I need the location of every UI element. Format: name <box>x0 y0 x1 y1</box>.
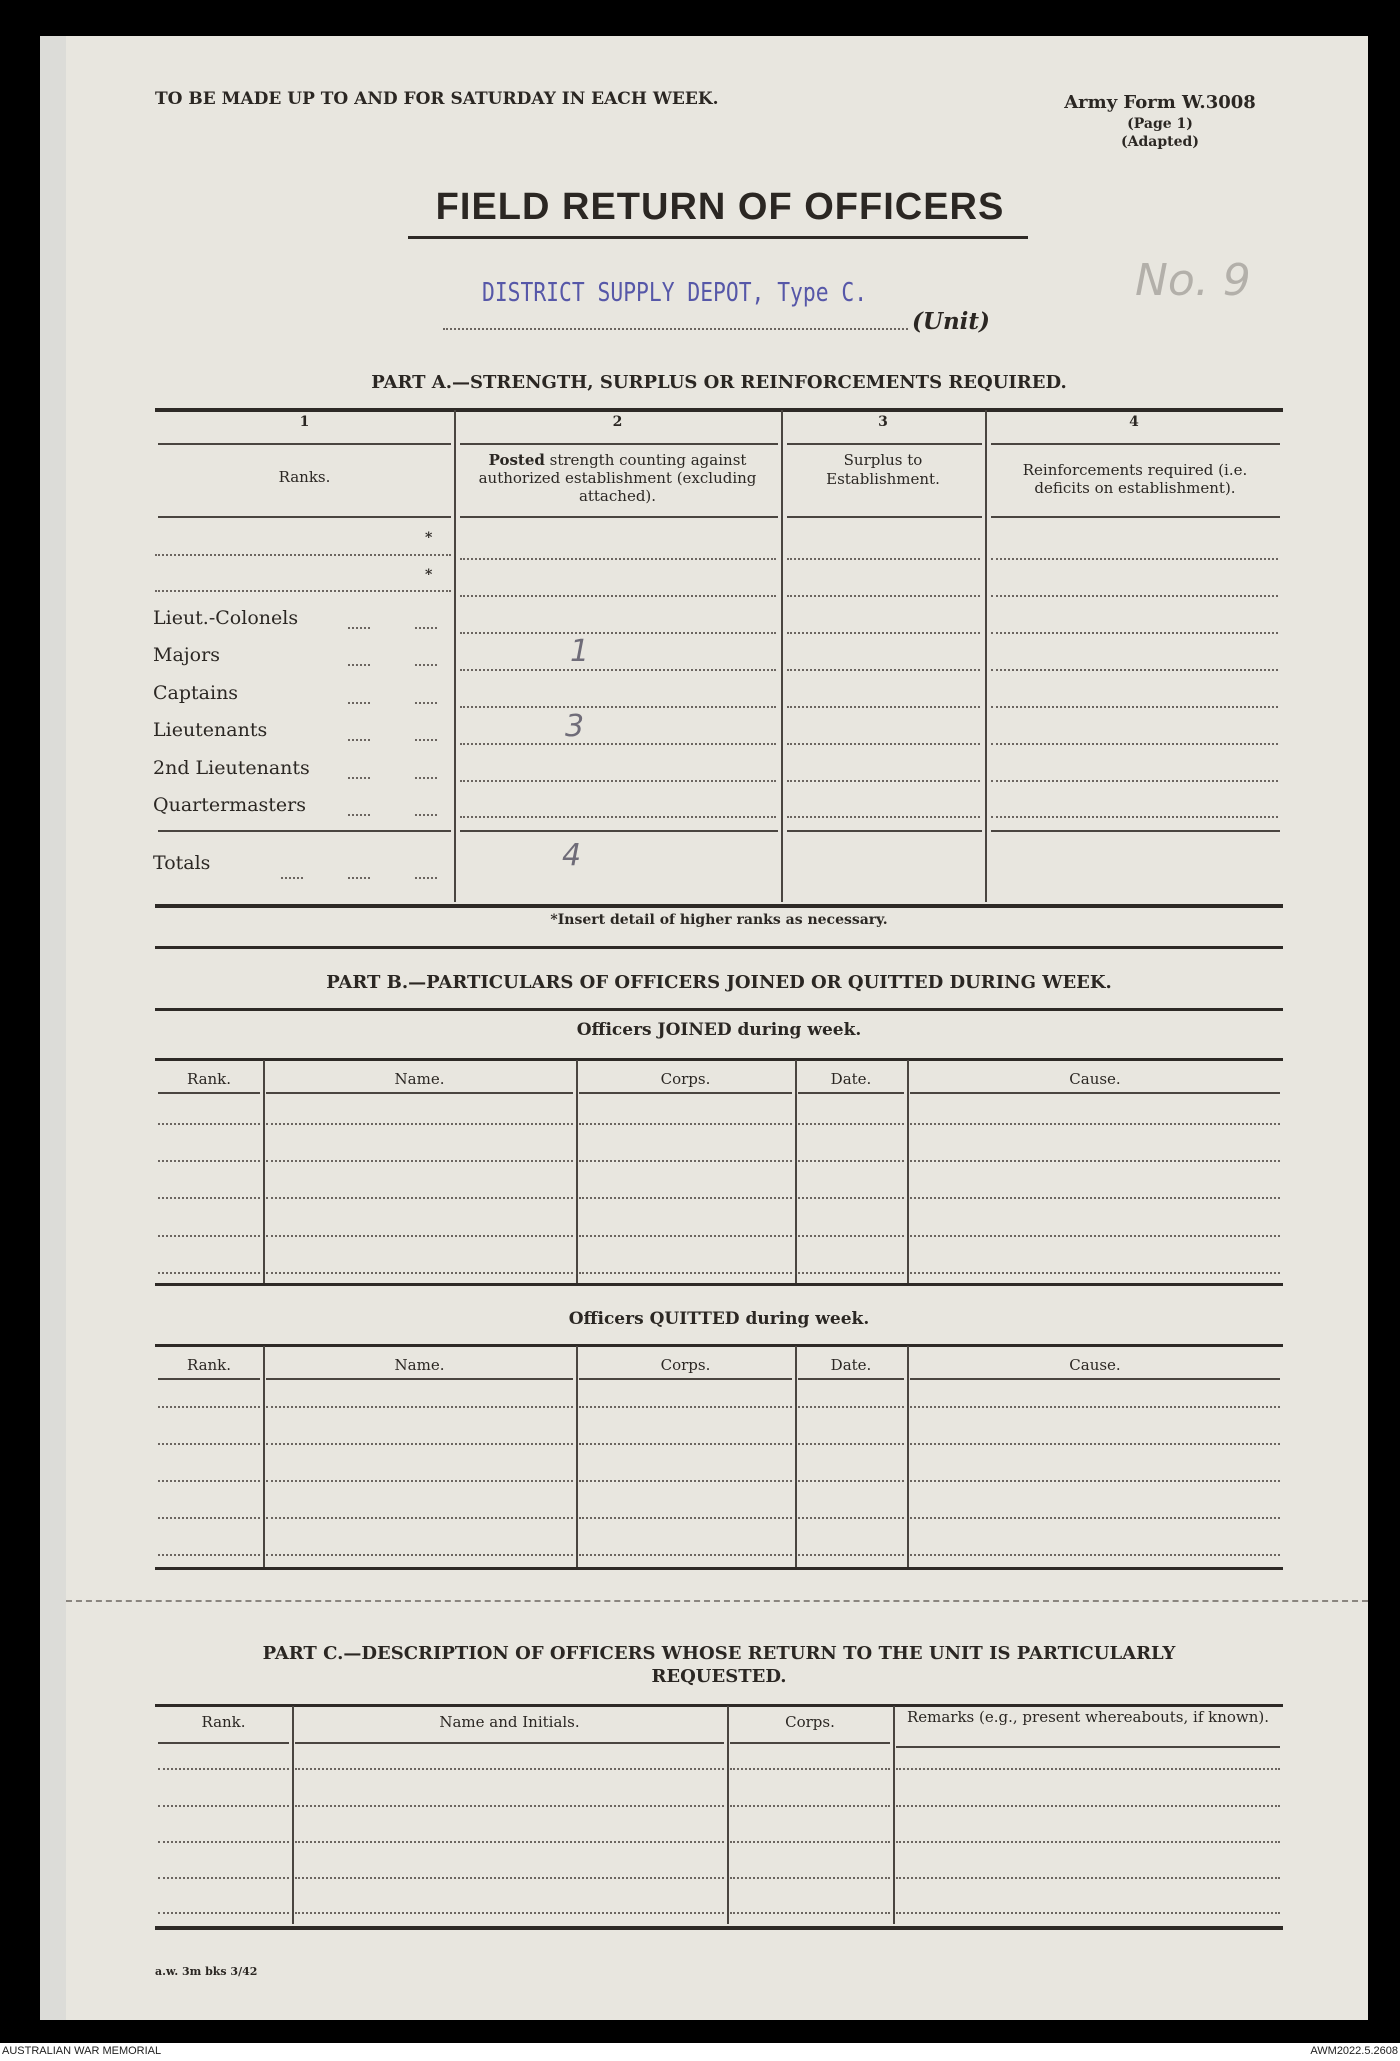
star-marker: * <box>425 567 433 583</box>
entry-field-line[interactable] <box>460 780 776 782</box>
column-divider <box>893 1706 895 1924</box>
title-underline <box>408 236 1028 239</box>
part-a-bottom-rule <box>155 904 1283 908</box>
entry-field-line[interactable] <box>991 780 1278 782</box>
entry-field-line[interactable] <box>798 1197 904 1199</box>
header-rule <box>991 443 1280 445</box>
entry-field-line[interactable] <box>295 1912 724 1914</box>
column-header-corps: Corps. <box>785 1713 835 1731</box>
entry-field-line[interactable] <box>798 1443 904 1445</box>
column-divider <box>576 1060 578 1283</box>
header-rule <box>798 1378 904 1380</box>
col-number-3: 3 <box>878 414 888 430</box>
entry-field-line[interactable] <box>798 1480 904 1482</box>
header-rule <box>158 1092 260 1094</box>
header-rule <box>910 1092 1280 1094</box>
entry-field-line[interactable] <box>579 1160 792 1162</box>
col-head-posted <box>464 451 771 505</box>
entry-field-line[interactable] <box>158 1841 289 1843</box>
entry-field-line[interactable] <box>910 1517 1280 1519</box>
entry-field-line[interactable] <box>266 1235 573 1237</box>
quitted-title: Officers QUITTED during week. <box>568 1309 870 1329</box>
column-divider <box>263 1060 265 1283</box>
totals-rule <box>460 830 778 832</box>
column-header-date: Date. <box>830 1356 872 1374</box>
entry-field-line[interactable] <box>460 632 776 634</box>
totals-rule <box>158 830 451 832</box>
entry-field-line[interactable] <box>266 1443 573 1445</box>
entry-field-line[interactable] <box>787 632 980 634</box>
leader-dots <box>415 664 437 666</box>
col-head-surplus: Surplus to Establishment. <box>826 451 940 488</box>
entry-field-line[interactable] <box>910 1406 1280 1408</box>
entry-field-line[interactable] <box>896 1912 1280 1914</box>
column-header-rank: Rank. <box>201 1713 246 1731</box>
column-divider <box>907 1060 909 1283</box>
entry-field-line[interactable] <box>579 1197 792 1199</box>
rank-label: Quartermasters <box>153 794 306 816</box>
entry-field-line[interactable] <box>910 1480 1280 1482</box>
col-number-4: 4 <box>1129 414 1139 430</box>
entry-field-line[interactable] <box>730 1877 890 1879</box>
entry-field-line[interactable] <box>991 743 1278 745</box>
entry-field-line[interactable] <box>158 1235 260 1237</box>
footer-right: AWM2022.5.2608 <box>1310 2045 1398 2057</box>
column-header-name: Name. <box>394 1356 445 1374</box>
entry-field-line[interactable] <box>896 1841 1280 1843</box>
entry-field-line[interactable] <box>991 595 1278 597</box>
header-rule <box>158 1742 289 1744</box>
leader-dots <box>348 739 370 741</box>
header-rule <box>798 1092 904 1094</box>
entry-field-line[interactable] <box>787 669 980 671</box>
column-header-rank: Rank. <box>186 1070 232 1088</box>
entry-field-line[interactable] <box>158 1480 260 1482</box>
header-rule <box>295 1742 724 1744</box>
part-c-heading-line1: PART C.—DESCRIPTION OF OFFICERS WHOSE RETURN TO THE UNIT IS PARTICULARLY <box>262 1643 1176 1664</box>
entry-field-line[interactable] <box>158 1443 260 1445</box>
entry-field-line[interactable] <box>991 706 1278 708</box>
part-b-heading: PART B.—PARTICULARS OF OFFICERS JOINED OR QUITTED DURING WEEK. <box>326 972 1112 993</box>
column-header-rank: Rank. <box>186 1356 232 1374</box>
entry-field-line[interactable] <box>266 1480 573 1482</box>
entry-field-line[interactable] <box>991 558 1278 560</box>
col-head-reinforcements: Reinforcements required (i.e. deficits on establishment). <box>1022 461 1248 497</box>
extra-rank-field[interactable] <box>155 554 451 556</box>
entry-field-line[interactable] <box>460 706 776 708</box>
entry-field-line[interactable] <box>266 1517 573 1519</box>
entry-field-line[interactable] <box>798 1272 904 1274</box>
entry-field-line[interactable] <box>991 816 1278 818</box>
column-divider <box>727 1706 729 1924</box>
entry-field-line[interactable] <box>266 1123 573 1125</box>
column-divider <box>795 1060 797 1283</box>
entry-field-line[interactable] <box>158 1197 260 1199</box>
entry-field-line[interactable] <box>295 1805 724 1807</box>
column-header-cause: Cause. <box>1069 1070 1121 1088</box>
entry-field-line[interactable] <box>910 1235 1280 1237</box>
entry-field-line[interactable] <box>896 1877 1280 1879</box>
entry-field-line[interactable] <box>158 1406 260 1408</box>
header-rule <box>787 516 982 518</box>
header-rule <box>158 443 451 445</box>
column-divider <box>263 1346 265 1567</box>
entry-field-line[interactable] <box>295 1841 724 1843</box>
column-header-remarks: Remarks (e.g., present whereabouts, if known). <box>906 1708 1270 1726</box>
entry-field-line[interactable] <box>910 1554 1280 1556</box>
column-divider <box>795 1346 797 1567</box>
entry-field-line[interactable] <box>910 1272 1280 1274</box>
rank-label: Lieut.-Colonels <box>153 607 299 629</box>
page-edge <box>40 36 66 2020</box>
entry-field-line[interactable] <box>730 1841 890 1843</box>
entry-field-line[interactable] <box>158 1912 289 1914</box>
header-rule <box>730 1742 890 1744</box>
header-rule <box>896 1746 1280 1748</box>
joined-title: Officers JOINED during week. <box>576 1020 862 1040</box>
header-rule <box>787 443 982 445</box>
column-header-name: Name. <box>394 1070 445 1088</box>
entry-field-line[interactable] <box>991 632 1278 634</box>
header-rule <box>158 1378 260 1380</box>
column-header-corps: Corps. <box>660 1070 711 1088</box>
rank-label: Majors <box>153 644 220 667</box>
leader-dots <box>415 777 437 779</box>
column-divider <box>781 410 783 902</box>
entry-field-line[interactable] <box>579 1480 792 1482</box>
rank-label: Captains <box>153 681 239 704</box>
entry-field-line[interactable] <box>730 1805 890 1807</box>
section-rule <box>155 946 1283 949</box>
entry-field-line[interactable] <box>798 1406 904 1408</box>
entry-field-line[interactable] <box>266 1160 573 1162</box>
column-divider <box>985 410 987 902</box>
entry-field-line[interactable] <box>579 1235 792 1237</box>
entry-field-line[interactable] <box>158 1160 260 1162</box>
unit-stamp: DISTRICT SUPPLY DEPOT, Type C. <box>482 278 868 308</box>
rule <box>155 1008 1283 1011</box>
totals-posted-value[interactable]: 4 <box>562 838 582 873</box>
entry-field-line[interactable] <box>266 1272 573 1274</box>
leader-dots <box>281 877 303 879</box>
part-a-heading: PART A.—STRENGTH, SURPLUS OR REINFORCEMENTS REQUIRED. <box>371 372 1067 393</box>
part-c-heading <box>155 1642 1283 1688</box>
leader-dots <box>348 877 370 879</box>
col-head-ranks: Ranks. <box>278 468 331 486</box>
entry-field-line[interactable] <box>158 1768 289 1770</box>
entry-field-line[interactable] <box>910 1443 1280 1445</box>
handwritten-number: No. 9 <box>1135 255 1251 306</box>
header-rule <box>266 1092 573 1094</box>
leader-dots <box>348 664 370 666</box>
table-top-rule <box>155 1058 1283 1061</box>
entry-field-line[interactable] <box>798 1554 904 1556</box>
entry-field-line[interactable] <box>787 558 980 560</box>
posted-value[interactable]: 3 <box>565 709 585 745</box>
entry-field-line[interactable] <box>266 1554 573 1556</box>
table-top-rule <box>155 1344 1283 1347</box>
part-a-top-rule <box>155 408 1283 412</box>
entry-field-line[interactable] <box>730 1768 890 1770</box>
entry-field-line[interactable] <box>579 1443 792 1445</box>
entry-field-line[interactable] <box>910 1197 1280 1199</box>
entry-field-line[interactable] <box>798 1160 904 1162</box>
entry-field-line[interactable] <box>158 1272 260 1274</box>
entry-field-line[interactable] <box>896 1805 1280 1807</box>
totals-rule <box>787 830 982 832</box>
column-header-cause: Cause. <box>1069 1356 1121 1374</box>
entry-field-line[interactable] <box>787 743 980 745</box>
entry-field-line[interactable] <box>579 1517 792 1519</box>
col-head-posted-rest: strength counting against authorized establishment (excluding attached). <box>478 451 757 505</box>
part-c-heading-line2: REQUESTED. <box>651 1666 787 1687</box>
instruction-text: TO BE MADE UP TO AND FOR SATURDAY IN EACH WEEK. <box>155 89 719 109</box>
entry-field-line[interactable] <box>910 1160 1280 1162</box>
header-rule <box>991 516 1280 518</box>
totals-rule <box>991 830 1280 832</box>
unit-field-line[interactable] <box>443 328 908 330</box>
entry-field-line[interactable] <box>579 1554 792 1556</box>
entry-field-line[interactable] <box>295 1877 724 1879</box>
leader-dots <box>348 814 370 816</box>
leader-dots <box>415 814 437 816</box>
print-code: a.w. 3m bks 3/42 <box>155 1965 258 1978</box>
table-bottom-rule <box>155 1283 1283 1286</box>
leader-dots <box>415 877 437 879</box>
column-header-name-initials: Name and Initials. <box>439 1713 580 1731</box>
entry-field-line[interactable] <box>787 706 980 708</box>
rank-label: 2nd Lieutenants <box>153 756 310 779</box>
header-rule <box>579 1092 792 1094</box>
col-number-2: 2 <box>612 414 623 430</box>
table-bottom-rule <box>155 1926 1283 1930</box>
posted-value[interactable]: 1 <box>570 634 590 670</box>
table-top-rule <box>155 1704 1283 1707</box>
form-number: Army Form W.3008 <box>1064 92 1256 113</box>
totals-label: Totals <box>153 852 211 874</box>
leader-dots <box>348 777 370 779</box>
entry-field-line[interactable] <box>460 743 776 745</box>
entry-field-line[interactable] <box>730 1912 890 1914</box>
entry-field-line[interactable] <box>266 1406 573 1408</box>
entry-field-line[interactable] <box>991 669 1278 671</box>
entry-field-line[interactable] <box>910 1123 1280 1125</box>
header-rule <box>910 1378 1280 1380</box>
column-divider <box>907 1346 909 1567</box>
column-header-date: Date. <box>830 1070 872 1088</box>
header-rule <box>158 516 451 518</box>
entry-field-line[interactable] <box>295 1768 724 1770</box>
entry-field-line[interactable] <box>787 816 980 818</box>
entry-field-line[interactable] <box>266 1197 573 1199</box>
leader-dots <box>348 702 370 704</box>
header-rule <box>266 1378 573 1380</box>
entry-field-line[interactable] <box>460 595 776 597</box>
column-divider <box>576 1346 578 1567</box>
rank-label: Lieutenants <box>153 719 268 742</box>
form-page-label: (Page 1) <box>1127 116 1193 132</box>
footnote: *Insert detail of higher ranks as necessary. <box>550 912 888 928</box>
entry-field-line[interactable] <box>460 816 776 818</box>
entry-field-line[interactable] <box>579 1123 792 1125</box>
footer-left: AUSTRALIAN WAR MEMORIAL <box>2 2045 162 2057</box>
column-divider <box>454 410 456 902</box>
leader-dots <box>348 627 370 629</box>
header-rule <box>460 516 778 518</box>
table-bottom-rule <box>155 1567 1283 1570</box>
column-divider <box>292 1706 294 1924</box>
entry-field-line[interactable] <box>579 1406 792 1408</box>
unit-label: (Unit) <box>912 308 990 335</box>
extra-rank-field[interactable] <box>155 590 451 592</box>
entry-field-line[interactable] <box>158 1554 260 1556</box>
entry-field-line[interactable] <box>158 1805 289 1807</box>
entry-field-line[interactable] <box>896 1768 1280 1770</box>
entry-field-line[interactable] <box>158 1123 260 1125</box>
entry-field-line[interactable] <box>787 595 980 597</box>
entry-field-line[interactable] <box>787 780 980 782</box>
header-rule <box>579 1378 792 1380</box>
star-marker: * <box>425 530 433 546</box>
form-adapted-label: (Adapted) <box>1121 134 1199 150</box>
leader-dots <box>415 702 437 704</box>
column-header-corps: Corps. <box>660 1356 711 1374</box>
tear-line <box>66 1600 1368 1602</box>
col-head-posted-bold: Posted <box>488 451 545 469</box>
entry-field-line[interactable] <box>798 1517 904 1519</box>
entry-field-line[interactable] <box>579 1272 792 1274</box>
header-rule <box>460 443 778 445</box>
entry-field-line[interactable] <box>158 1877 289 1879</box>
entry-field-line[interactable] <box>460 558 776 560</box>
entry-field-line[interactable] <box>158 1517 260 1519</box>
entry-field-line[interactable] <box>460 669 776 671</box>
page-title: FIELD RETURN OF OFFICERS <box>435 186 1005 228</box>
leader-dots <box>415 739 437 741</box>
col-number-1: 1 <box>299 414 310 430</box>
entry-field-line[interactable] <box>798 1235 904 1237</box>
footer-bar <box>0 2043 1400 2061</box>
entry-field-line[interactable] <box>798 1123 904 1125</box>
leader-dots <box>415 627 437 629</box>
